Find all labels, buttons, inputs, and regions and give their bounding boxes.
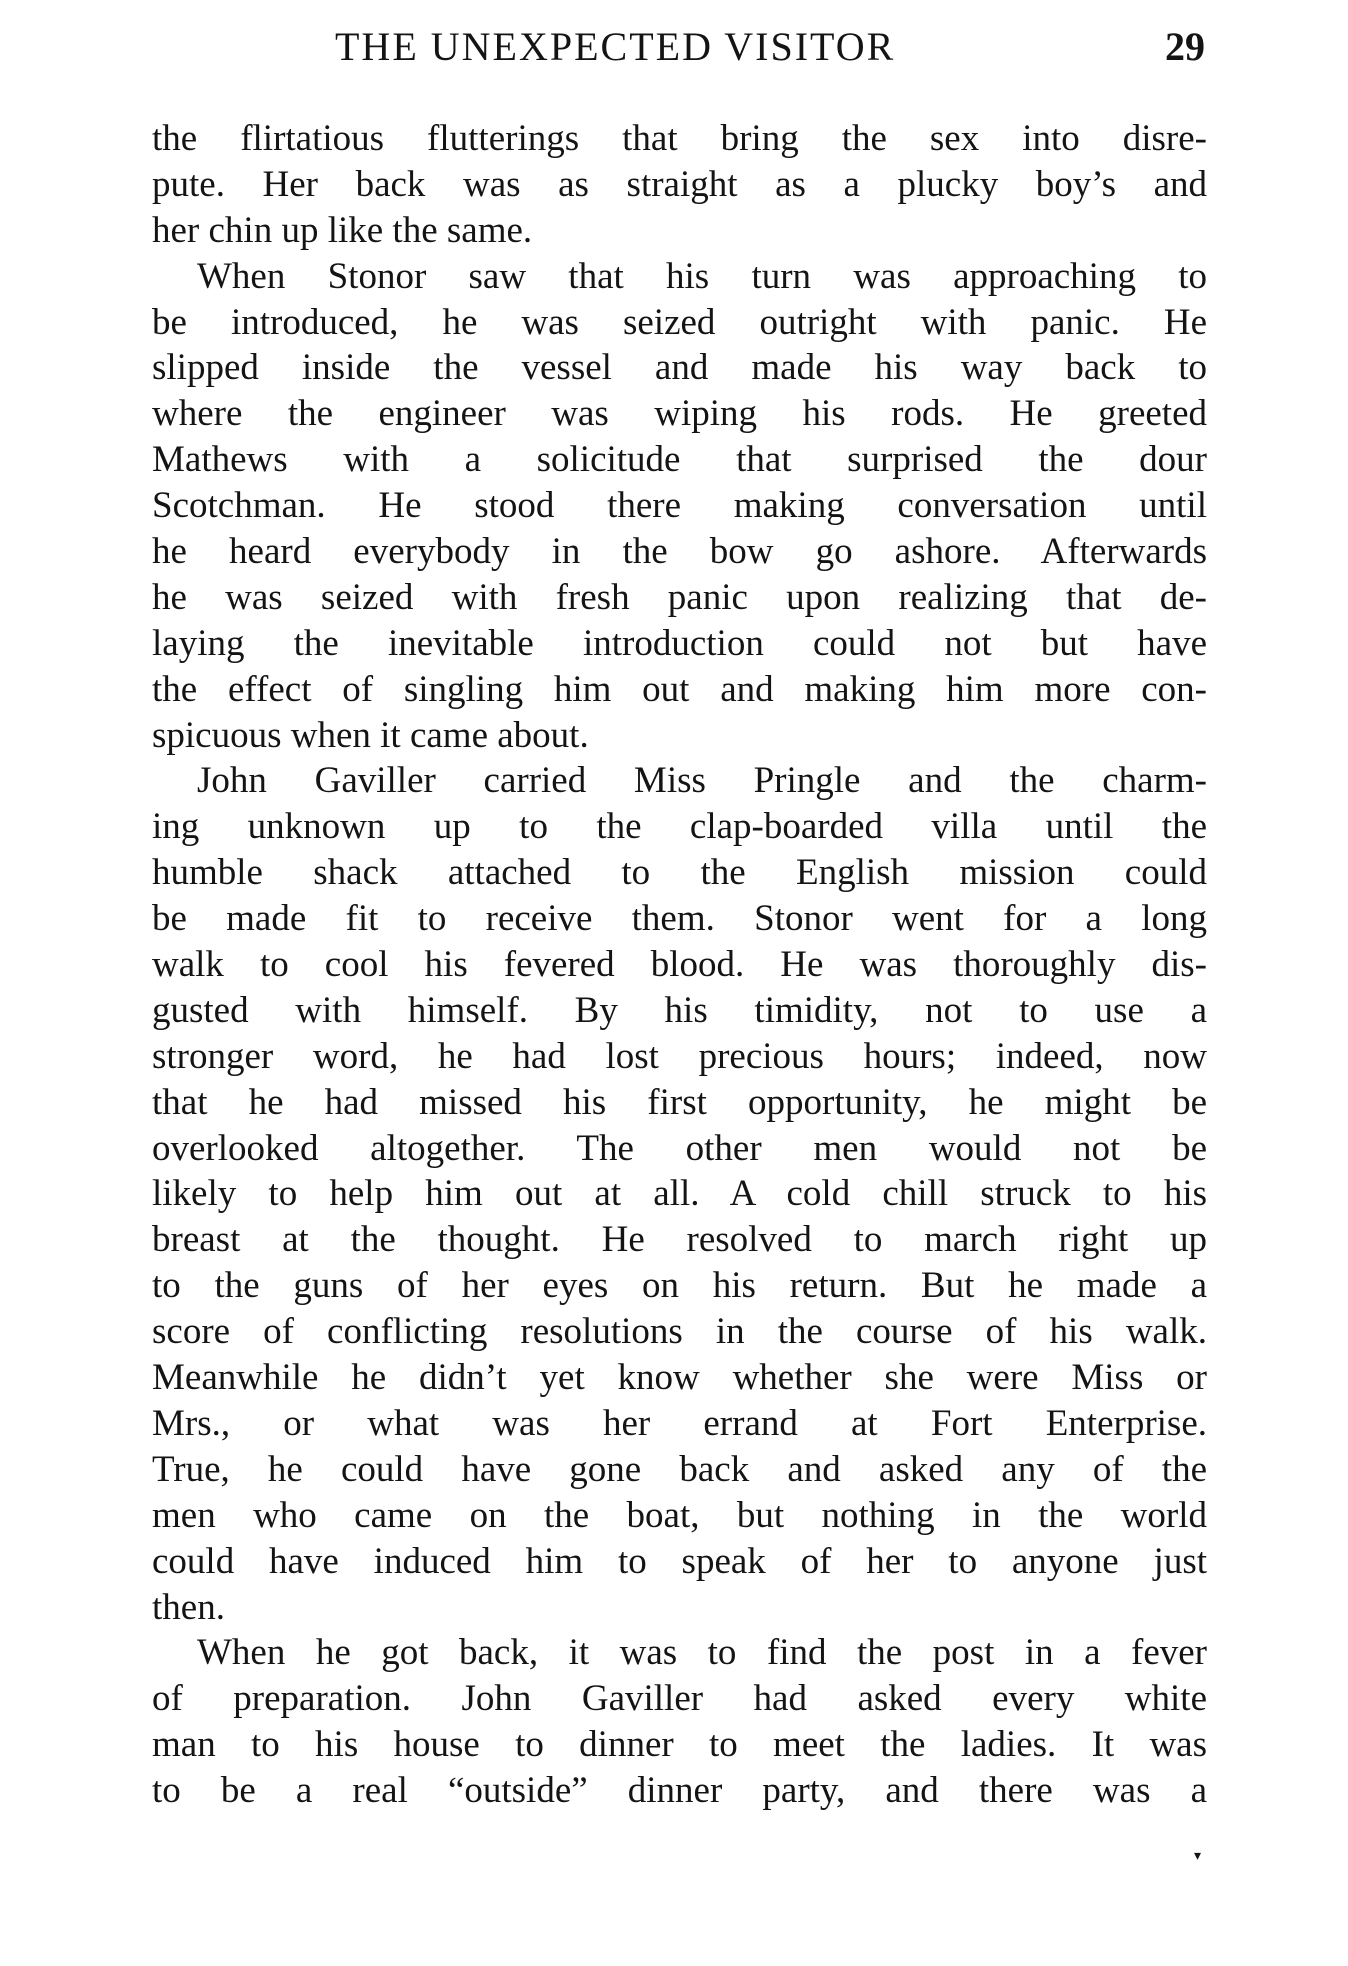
text-line: humble shack attached to the English mission could: [152, 852, 1207, 894]
text-line: walk to cool his fevered blood. He was thoroughly dis-: [152, 944, 1207, 986]
text-line: he heard everybody in the bow go ashore. Afterwards: [152, 531, 1207, 573]
text-line: Mrs., or what was her errand at Fort Enterprise.: [152, 1402, 1207, 1444]
text-line: where the engineer was wiping his rods. He greeted: [152, 393, 1207, 435]
paragraph: [152, 254, 1207, 759]
paragraph: [152, 1630, 1207, 1814]
text-line: could have induced him to speak of her to anyone just: [152, 1540, 1207, 1582]
text-line: Meanwhile he didn’t yet know whether she were Miss or: [152, 1357, 1207, 1399]
text-line: likely to help him out at all. A cold chill struck to his: [152, 1173, 1207, 1215]
text-line: slipped inside the vessel and made his way back to: [152, 347, 1207, 389]
text-line: the flirtatious flutterings that bring the sex into disre-: [152, 118, 1207, 159]
text-line: then.: [152, 1586, 225, 1628]
text-line: overlooked altogether. The other men would not be: [152, 1127, 1207, 1169]
body-text: [152, 116, 1207, 1814]
text-line: score of conflicting resolutions in the course of his walk.: [152, 1311, 1207, 1353]
text-line: gusted with himself. By his timidity, not to use a: [152, 989, 1207, 1031]
text-line: man to his house to dinner to meet the ladies. It was: [152, 1724, 1207, 1766]
text-line: laying the inevitable introduction could not but have: [152, 622, 1207, 664]
text-line: Scotchman. He stood there making conversation until: [152, 485, 1207, 527]
text-line: he was seized with fresh panic upon realizing that de-: [152, 576, 1207, 618]
paragraph: [152, 116, 1207, 254]
text-line: ing unknown up to the clap-boarded villa until the: [152, 806, 1207, 848]
text-line: her chin up like the same.: [152, 209, 533, 251]
text-line: pute. Her back was as straight as a plucky boy’s and: [152, 163, 1207, 205]
catchword-mark: ▾: [1194, 1849, 1202, 1864]
text-line: When he got back, it was to find the post in a fever: [197, 1632, 1207, 1674]
text-line: to be a real “outside” dinner party, and there was a: [152, 1770, 1207, 1812]
text-line: to the guns of her eyes on his return. But he made a: [152, 1265, 1207, 1307]
text-line: of preparation. John Gaviller had asked every white: [152, 1678, 1207, 1720]
page-number: 29: [1165, 24, 1205, 69]
text-line: breast at the thought. He resolved to march right up: [152, 1219, 1207, 1261]
text-line: True, he could have gone back and asked any of the: [152, 1448, 1207, 1490]
text-line: be introduced, he was seized outright with panic. He: [152, 301, 1207, 343]
text-line: Mathews with a solicitude that surprised the dour: [152, 439, 1207, 481]
text-line: the effect of singling him out and making him more con-: [152, 668, 1207, 710]
text-line: that he had missed his first opportunity, he might be: [152, 1081, 1207, 1123]
running-title: THE UNEXPECTED VISITOR: [335, 24, 896, 69]
text-line: be made fit to receive them. Stonor went for a long: [152, 898, 1207, 940]
text-line: spicuous when it came about.: [152, 714, 589, 756]
text-line: John Gaviller carried Miss Pringle and the charm-: [197, 760, 1207, 802]
text-line: When Stonor saw that his turn was approaching to: [197, 255, 1207, 297]
text-line: men who came on the boat, but nothing in the world: [152, 1494, 1207, 1536]
text-line: stronger word, he had lost precious hours; indeed, now: [152, 1035, 1207, 1077]
paragraph: [152, 758, 1207, 1630]
running-head: [335, 22, 1205, 72]
